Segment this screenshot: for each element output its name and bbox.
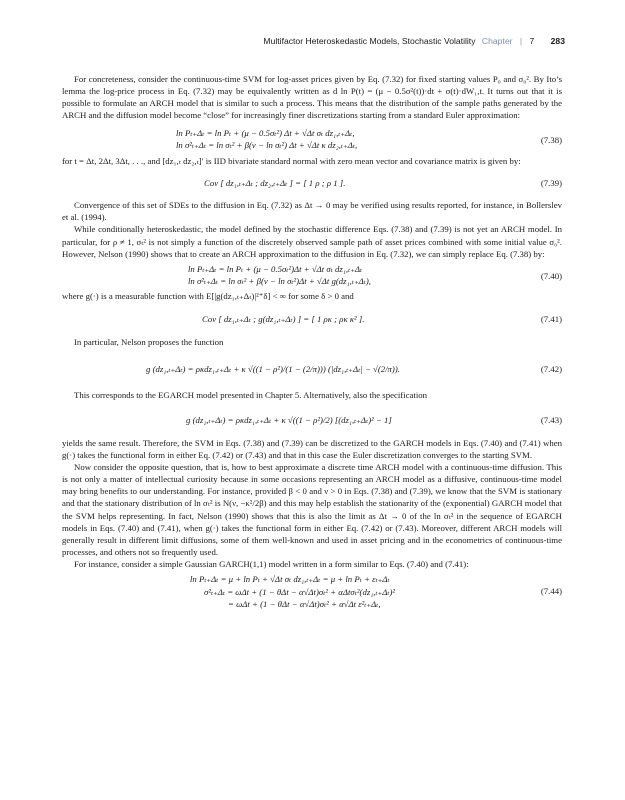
- equation-line: ln Pₜ₊Δₜ = μ + ln Pₜ + √Δt σₜ dz₁,ₜ₊Δₜ = μ + ln Pₜ + εₜ₊Δₜ: [190, 574, 390, 585]
- equation-7-41: [62, 305, 562, 333]
- paragraph: Convergence of this set of SDEs to the diffusion in Eq. (7.32) as Δt → 0 may be verified using results reported, for instance, in Bollerslev et al. (1994).: [62, 200, 562, 223]
- equation-line: Cov [ dz₁,ₜ₊Δₜ ; g(dz₁,ₜ₊Δₜ) ] = [ 1 ρκ ; ρκ κ² ].: [202, 314, 365, 325]
- equation-line: g (dz₁,ₜ₊Δₜ) = ρκdz₁,ₜ₊Δₜ + κ √((1 − ρ²)/2) [(dz₁,ₜ₊Δₜ)² − 1]: [186, 414, 392, 425]
- equation-7-40: [62, 263, 562, 287]
- equation-7-38: [62, 127, 562, 151]
- equation-line: ln Pₜ₊Δₜ = ln Pₜ + (μ − 0.5σₜ²) Δt + √Δt σₜ dz₁,ₜ₊Δₜ,: [176, 127, 355, 138]
- paragraph: Now consider the opposite question, that is, how to best approximate a discrete time ARCH model with a continuous-time diffusion. This is not only a matter of intellectual curiosity because in some occasions representing an ARCH model as a diffusive, continuous-time model may bring benefits to our understanding. For instance, provided β < 0 and ν > 0 in Eqs. (7.38) and (7.39), we know that the SVM is stationary and that the stationary distribution of ln σₜ² is N(ν, −κ²/2β) and this may help establish the stationarity of the (exponential) GARCH model that the SVM helps representing. In fact, Nelson (1990) shows that this is also the limit as Δt → 0 of the ln σₜ² in the sequence of EGARCH models in Eqs. (7.40) and (7.41), when g(·) takes the functional form in either Eq. (7.42) or (7.43). Moreover, different ARCH models will generally result in different limit diffusions, some of them well-known and used in asset pricing and in the econometrics of continuous-time processes, and others not so frequently used.: [62, 461, 562, 558]
- equation-line: g (dz₁,ₜ₊Δₜ) = ρκdz₁,ₜ₊Δₜ + κ √((1 − ρ²)/(1 − (2/π))) (|dz₁,ₜ₊Δₜ| − √(2/π)).: [146, 363, 400, 374]
- equation-number: (7.42): [540, 363, 562, 374]
- equation-number: (7.44): [540, 586, 562, 597]
- paragraph: In particular, Nelson proposes the function: [74, 337, 224, 348]
- equation-number: (7.38): [540, 134, 562, 145]
- chapter-label: Chapter: [481, 36, 513, 46]
- running-header: [62, 36, 565, 50]
- paragraph: For concreteness, consider the continuous-time SVM for log-asset prices given by Eq. (7.32) for fixed starting values P₀ and σ₀². By Ito’s lemma the log-price process in Eq. (7.32) may be equivalently written as d ln P(t) = (μ − 0.5σ²(t))·dt + σ(t)·dW₁,t. It turns out that it is possible to formulate an ARCH model that is similar to such a process. This means that the distribution of the sample paths generated by the ARCH and the diffusion model become “close” for increasingly finer discretizations starting from a standard Euler approximation:: [62, 74, 562, 121]
- equation-7-43: [62, 404, 562, 434]
- equation-number: (7.41): [540, 314, 562, 325]
- equation-number: (7.39): [540, 178, 562, 189]
- paragraph: for t = Δt, 2Δt, 3Δt, . . ., and [dz₁,ₜ dz₂,ₜ]′ is IID bivariate standard normal with zero mean vector and covariance matrix is given by:: [62, 155, 521, 166]
- paragraph: For instance, consider a simple Gaussian GARCH(1,1) model written in a form similar to Eqs. (7.40) and (7.41):: [74, 559, 469, 570]
- equation-number: (7.43): [540, 414, 562, 425]
- equation-line: ln σ²ₜ₊Δₜ = ln σₜ² + β(ν − ln σₜ²) Δt + √Δt κ dz₂,ₜ₊Δₜ,: [176, 139, 358, 150]
- equation-7-42: [62, 352, 562, 386]
- equation-number: (7.40): [540, 270, 562, 281]
- equation-line: σ²ₜ₊Δₜ = ωΔt + (1 − θΔt − α√Δt)σₜ² + αΔtσₜ²(dz₁,ₜ₊Δₜ)²: [204, 586, 396, 597]
- equation-7-39: [62, 170, 562, 196]
- header-separator: |: [519, 36, 523, 46]
- page-number: 283: [550, 36, 565, 46]
- equation-line: ln σ²ₜ₊Δₜ = ln σₜ² + β(ν − ln σₜ²)Δt + √Δt g(dz₁,ₜ₊Δₜ),: [188, 276, 371, 287]
- running-title: Multifactor Heteroskedastic Models, Stochastic Volatility: [263, 36, 476, 46]
- paragraph: This corresponds to the EGARCH model presented in Chapter 5. Alternatively, also the specification: [74, 389, 427, 400]
- chapter-number: 7: [529, 36, 535, 46]
- paragraph: where g(·) is a measurable function with E[|g(dz₁,ₜ₊Δₜ)|²⁺δ] < ∞ for some δ > 0 and: [62, 291, 354, 302]
- equation-7-44: [62, 573, 562, 609]
- equation-line: Cov [ dz₁,ₜ₊Δₜ ; dz₂,ₜ₊Δₜ ] = [ 1 ρ ; ρ 1 ].: [204, 178, 346, 189]
- equation-line: = ωΔt + (1 − θΔt − α√Δt)σₜ² + α√Δt ε²ₜ₊Δₜ,: [228, 598, 381, 609]
- paragraph: yields the same result. Therefore, the SVM in Eqs. (7.38) and (7.39) can be discretized to the GARCH models in Eqs. (7.40) and (7.41) when g(·) takes the functional form in either Eq. (7.42) or (7.43) and that in this case the Euler discretization converges to the starting SVM.: [62, 437, 562, 460]
- equation-line: ln Pₜ₊Δₜ = ln Pₜ + (μ − 0.5σₜ²)Δt + √Δt σₜ dz₁,ₜ₊Δₜ: [188, 263, 363, 274]
- page-body: [62, 73, 562, 613]
- paragraph: While conditionally heteroskedastic, the model defined by the stochastic difference Eqs. (7.38) and (7.39) is not yet an ARCH model. In particular, for ρ ≠ 1, σₜ² is not simply a function of the discretely observed sample path of asset prices combined with some initial value σ₀². However, Nelson (1990) shows that to create an ARCH approximation to the diffusion in Eq. (7.32), we can simply replace Eq. (7.38) by:: [62, 224, 562, 259]
